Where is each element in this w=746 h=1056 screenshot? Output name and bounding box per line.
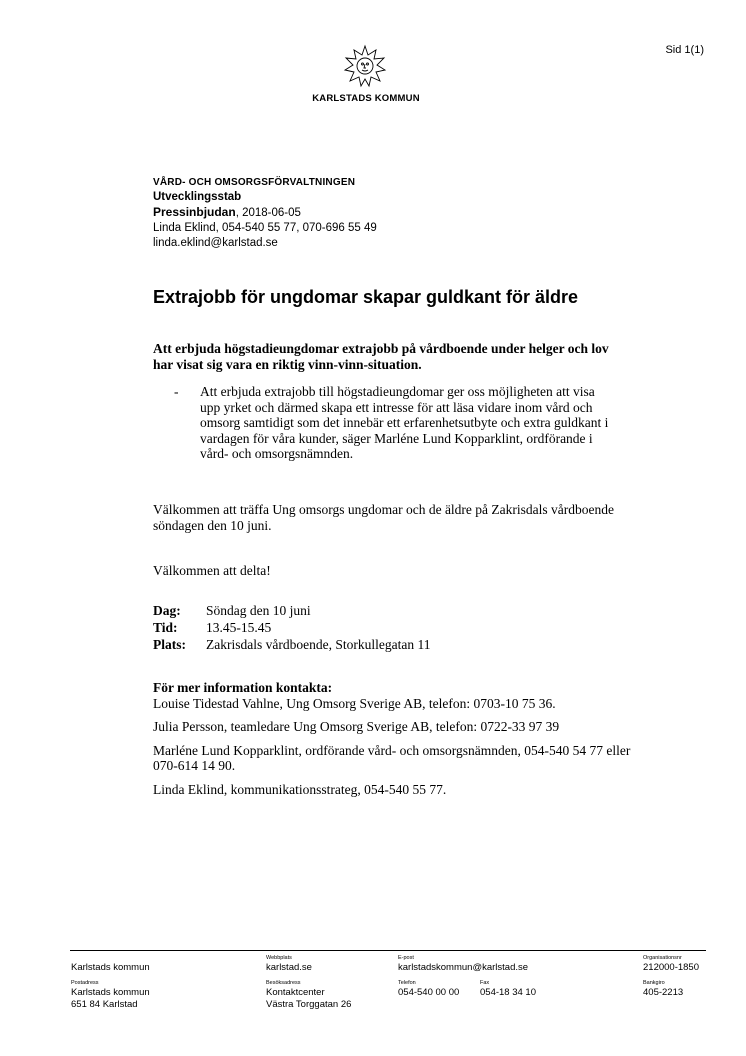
footer-post-line1: Karlstads kommun [71, 987, 150, 998]
footer-phone-label: Telefon [398, 980, 416, 986]
event-row-time [153, 619, 430, 636]
footer-visit-label: Besöksadress [266, 980, 301, 986]
unit: Utvecklingsstab [153, 191, 242, 203]
event-label: Tid: [153, 620, 178, 635]
footer-email-col [398, 955, 528, 974]
footer-phone: 054-540 00 00 [398, 987, 460, 998]
footer-fax-label: Fax [480, 980, 490, 986]
event-label: Dag: [153, 603, 181, 618]
logo-org-name: KARLSTADS KOMMUN [312, 93, 420, 104]
sun-face-icon [343, 44, 387, 88]
department: VÅRD- OCH OMSORGSFÖRVALTNINGEN [153, 177, 356, 188]
footer-bankgiro-label: Bankgiro [643, 980, 665, 986]
release-line [153, 205, 377, 221]
contact-item: Marléne Lund Kopparklint, ordförande vård- och omsorgsnämnden, 054-540 54 77 eller 070-614 14 90. [153, 742, 631, 773]
contact-line: Linda Eklind, 054-540 55 77, 070-696 55 49 [153, 222, 377, 234]
quote [174, 384, 614, 462]
footer-bankgiro: 405-2213 [643, 987, 684, 998]
event-value: Söndag den 10 juni [206, 603, 311, 618]
footer-email: karlstadskommun@karlstad.se [398, 962, 529, 973]
contact-email: linda.eklind@karlstad.se [153, 237, 278, 249]
event-value: 13.45-15.45 [206, 620, 272, 635]
footer-orgnr: 212000-1850 [643, 962, 699, 973]
welcome-short: Välkommen att delta! [153, 563, 271, 578]
press-header [153, 175, 377, 251]
contacts [153, 680, 633, 797]
footer-org: Karlstads kommun [71, 962, 150, 973]
page-number: Sid 1(1) [665, 44, 704, 56]
footer-orgnr-label: Organisationsnr [643, 955, 682, 961]
footer-divider [70, 950, 706, 951]
release-type: Pressinbjudan [153, 205, 236, 219]
footer-orgnr-col [643, 955, 699, 974]
footer-visit-col [266, 980, 351, 1010]
footer-web: karlstad.se [266, 962, 312, 973]
contact-item: Louise Tidestad Vahlne, Ung Omsorg Sverige AB, telefon: 0703-10 75 36. [153, 695, 556, 711]
welcome-paragraph: Välkommen att träffa Ung omsorgs ungdomar och de äldre på Zakrisdals vårdboende söndagen den 10 juni. [153, 502, 614, 533]
event-label: Plats: [153, 637, 186, 652]
ingress: Att erbjuda högstadieungdomar extrajobb på vårdboende under helger och lov har visat sig vara en riktig vinn-vinn-situation. [153, 341, 609, 372]
footer-bankgiro-col [643, 980, 683, 999]
footer-fax: 054-18 34 10 [480, 987, 536, 998]
contacts-heading: För mer information kontakta: [153, 680, 333, 695]
contact-item: Linda Eklind, kommunikationsstrateg, 054-540 55 77. [153, 781, 447, 797]
quote-dash: - [174, 384, 179, 399]
footer-post-label: Postadress [71, 980, 99, 986]
contact-item: Julia Persson, teamledare Ung Omsorg Sverige AB, telefon: 0722-33 97 39 [153, 719, 560, 734]
footer-phone-col [398, 980, 459, 999]
footer-web-label: Webbplats [266, 955, 292, 961]
quote-text: Att erbjuda extrajobb till högstadieungdomar ger oss möjligheten att visa upp yrket och därmed skapa ett intresse för att läsa vidare inom vård och omsorg samtidigt som det innebär ett erfarenhetsutbyte och extra guldkant i vardagen för våra kunder, säger Marléne Lund Kopparklint, ordförande i vård- och omsorgsnämnden. [200, 384, 609, 461]
footer-post-line2: 651 84 Karlstad [71, 998, 138, 1010]
event-value: Zakrisdals vårdboende, Storkullegatan 11 [206, 637, 431, 652]
event-row-place [153, 636, 430, 653]
release-date: , 2018-06-05 [235, 207, 301, 219]
footer-post-col [71, 980, 150, 1010]
event-row-day [153, 602, 430, 619]
footer-visit-line1: Kontaktcenter [266, 987, 325, 998]
headline: Extrajobb för ungdomar skapar guldkant för äldre [153, 287, 579, 307]
footer-email-label: E-post [398, 955, 414, 961]
footer-org-col [71, 955, 150, 974]
footer-fax-col [480, 980, 536, 999]
event-details [153, 602, 430, 653]
footer-visit-line2: Västra Torggatan 26 [266, 998, 352, 1010]
footer-web-col [266, 955, 312, 974]
